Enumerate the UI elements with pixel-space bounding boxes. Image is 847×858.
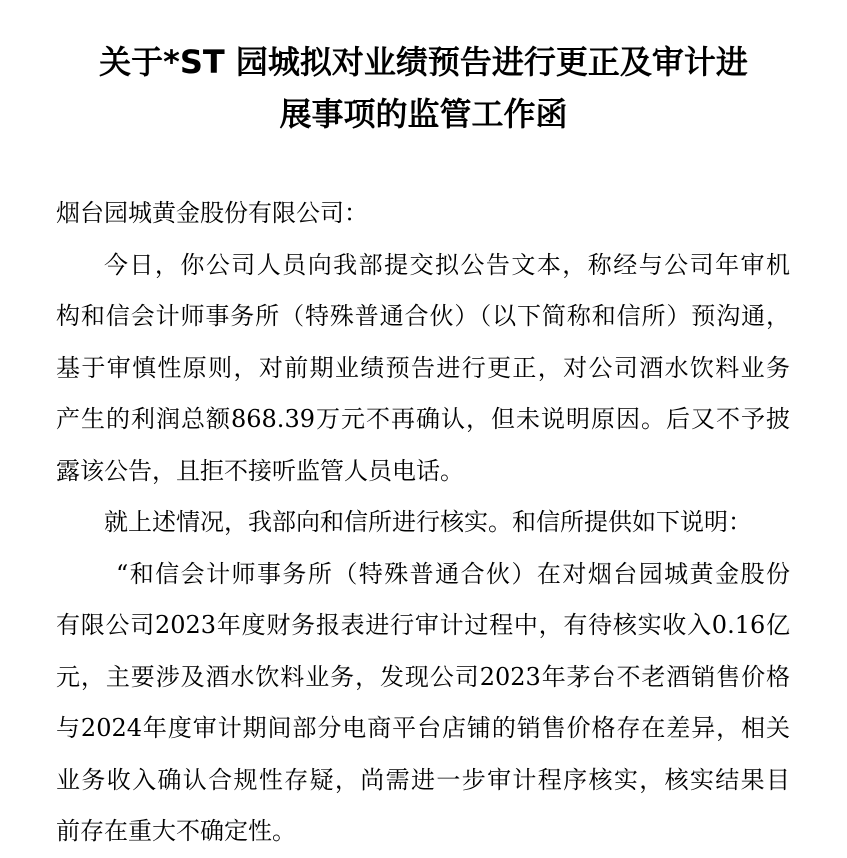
paragraph-3-quote	[56, 549, 790, 858]
paragraph-line: “和信会计师事务所（特殊普通合伙）在对烟台园城黄金股份	[116, 559, 790, 588]
paragraph-1	[56, 240, 790, 498]
paragraph-line: 与2024年度审计期间部分电商平台店铺的销售价格存在差异，相关	[56, 714, 790, 742]
title-line-2: 展事项的监管工作函	[279, 95, 568, 133]
paragraph-line: 露该公告，且拒不接听监管人员电话。	[56, 456, 464, 485]
document-title	[0, 36, 847, 140]
paragraph-line: 就上述情况，我部向和信所进行核实。和信所提供如下说明：	[104, 508, 752, 536]
paragraph-line: 基于审慎性原则，对前期业绩预告进行更正，对公司酒水饮料业务	[56, 353, 790, 382]
title-line-1: 关于*ST 园城拟对业绩预告进行更正及审计进	[99, 43, 748, 81]
paragraph-line: 构和信会计师事务所（特殊普通合伙）（以下简称和信所）预沟通，	[56, 302, 790, 330]
paragraph-2	[56, 497, 790, 549]
paragraph-line: 有限公司2023年度财务报表进行审计过程中，有待核实收入0.16亿	[56, 611, 790, 639]
salutation: 烟台园城黄金股份有限公司：	[56, 199, 368, 227]
document-body	[56, 188, 790, 858]
paragraph-line: 元，主要涉及酒水饮料业务，发现公司2023年茅台不老酒销售价格	[56, 662, 790, 691]
paragraph-line: 产生的利润总额868.39万元不再确认，但未说明原因。后又不予披	[56, 405, 790, 433]
paragraph-line: 前存在重大不确定性。	[56, 817, 296, 845]
paragraph-line: 业务收入确认合规性存疑，尚需进一步审计程序核实，核实结果目	[56, 765, 790, 794]
paragraph-line: 今日，你公司人员向我部提交拟公告文本，称经与公司年审机	[104, 250, 790, 279]
